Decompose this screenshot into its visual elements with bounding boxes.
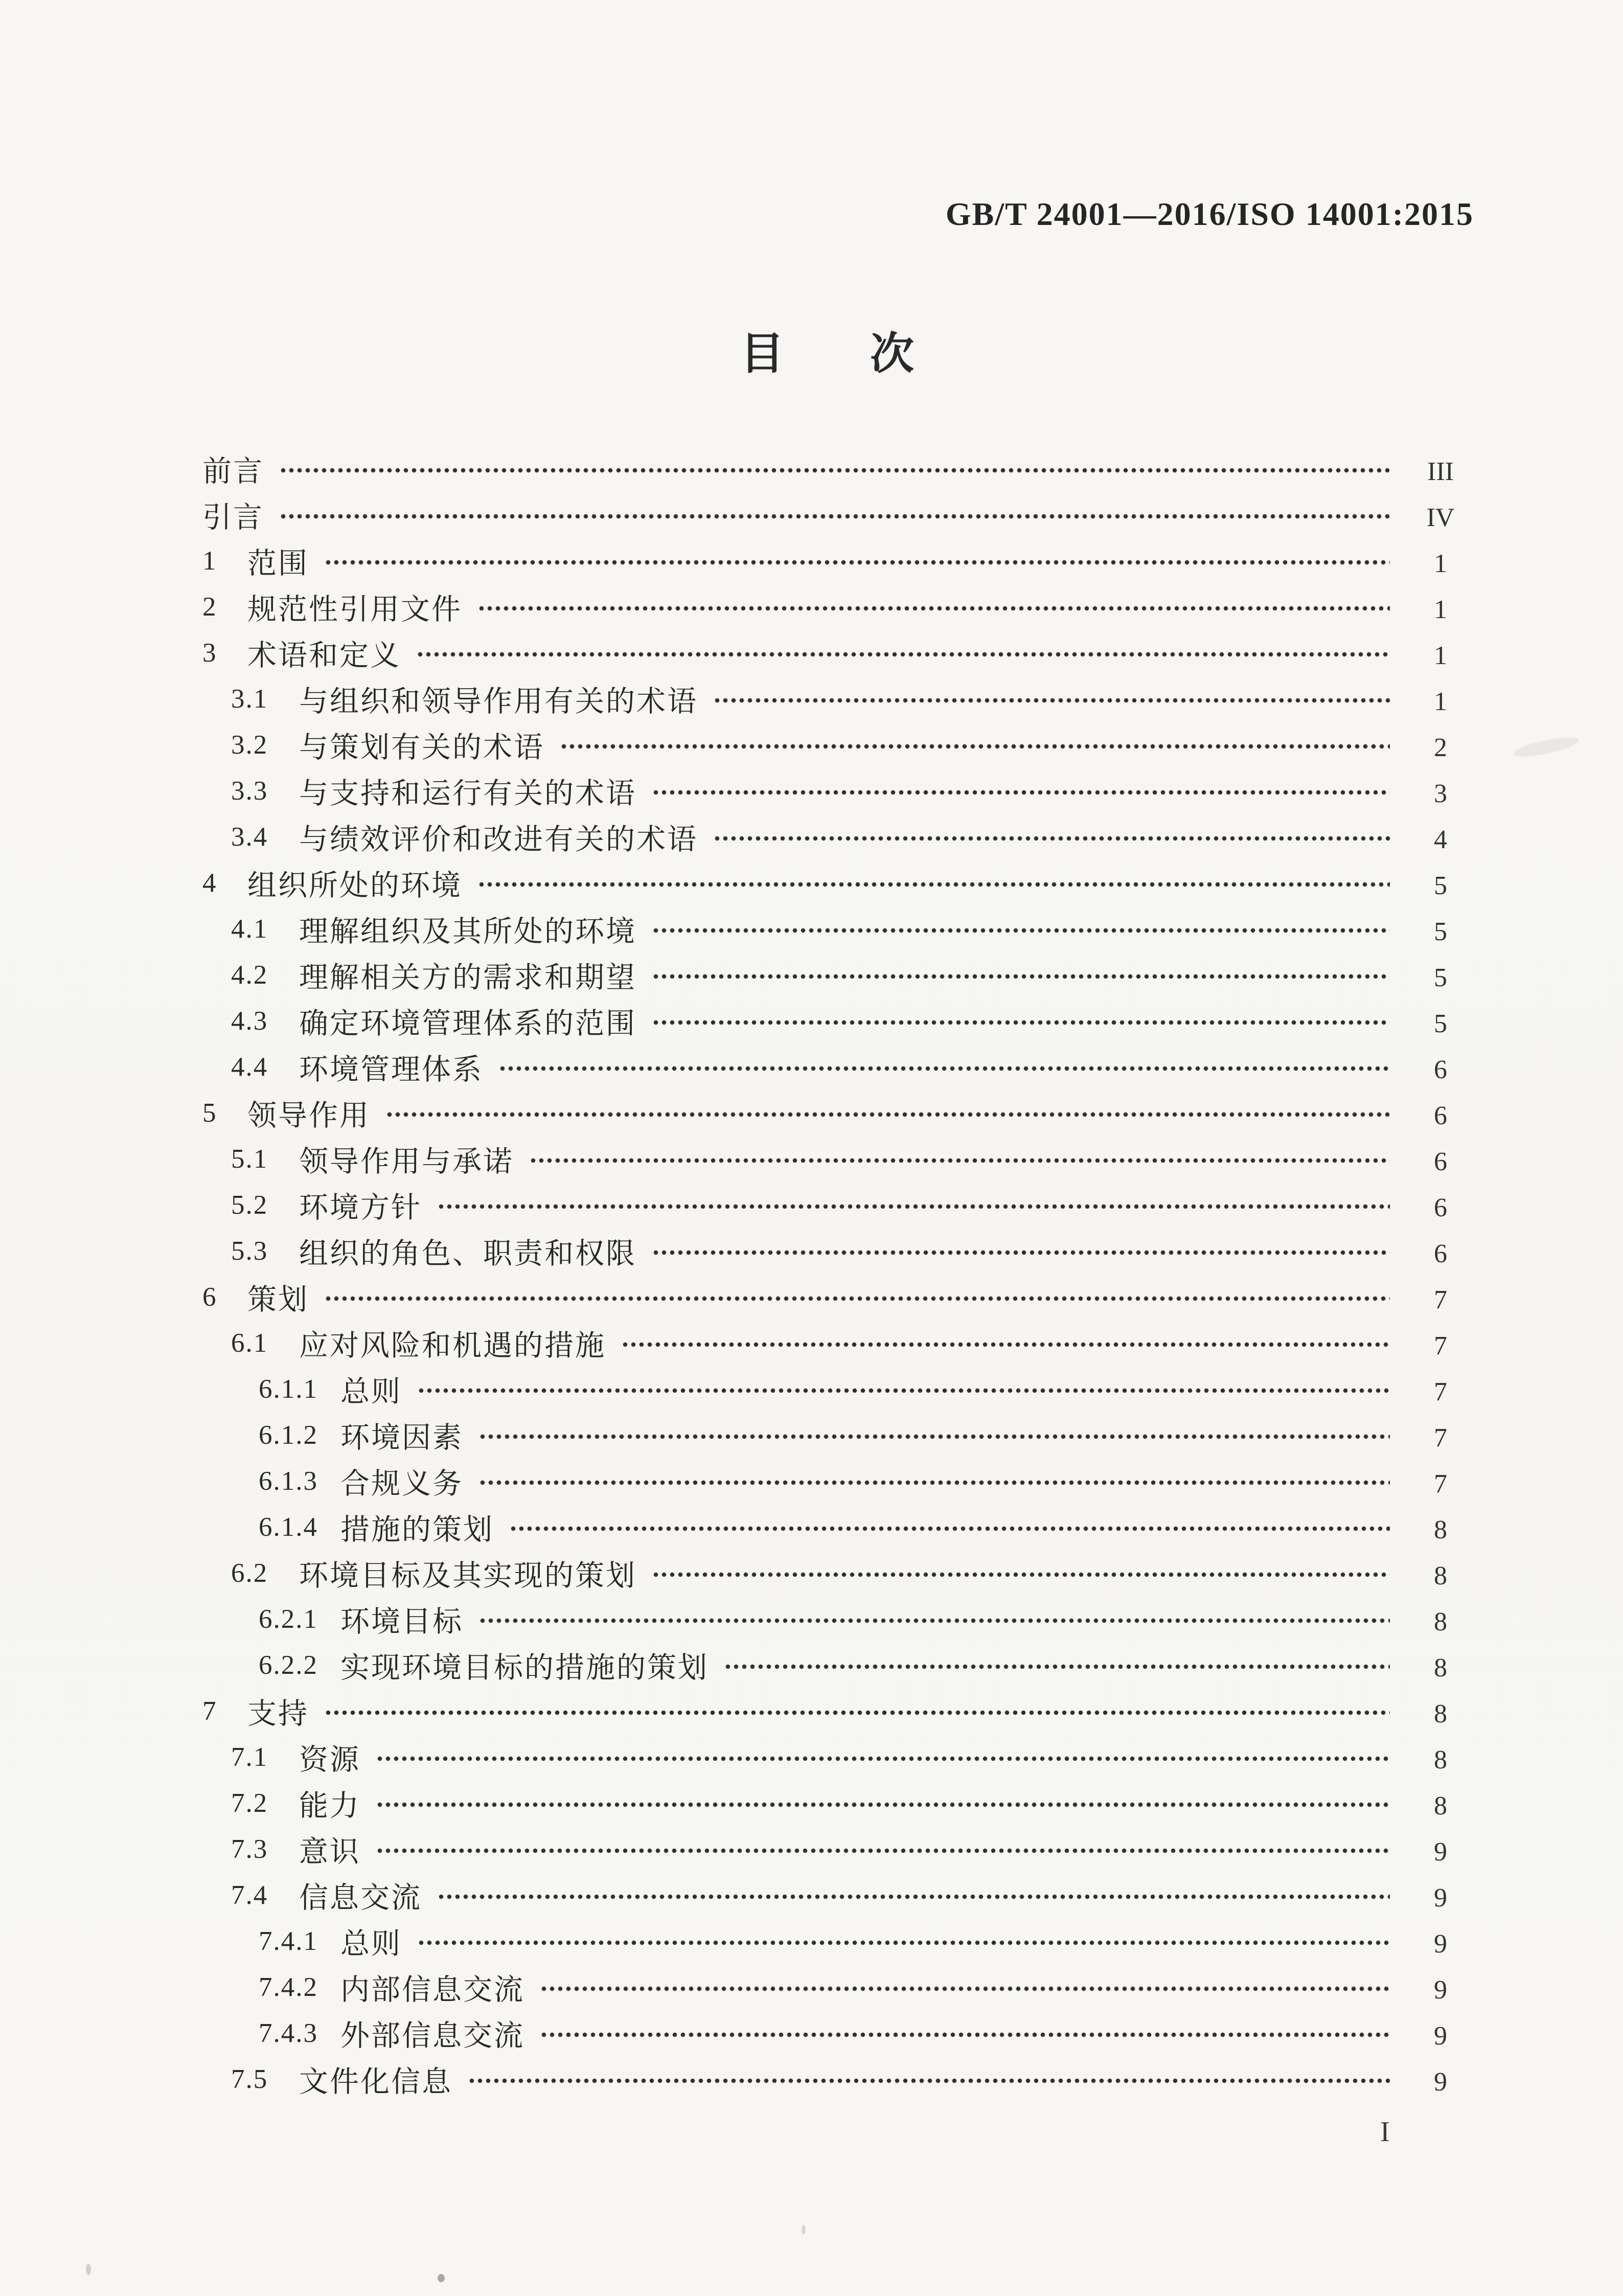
toc-entry-label: 资源 xyxy=(299,1744,360,1776)
dot-leader xyxy=(468,2056,1390,2102)
dot-leader xyxy=(478,1596,1390,1642)
dot-leader xyxy=(652,1550,1390,1596)
dot-leader xyxy=(652,768,1390,814)
toc-entry xyxy=(0,814,1623,860)
toc-entry xyxy=(0,1228,1623,1274)
dot-leader xyxy=(621,1320,1390,1366)
toc-entry-page: 7 xyxy=(1434,1377,1447,1406)
toc-entry xyxy=(0,1366,1623,1412)
toc-entry xyxy=(0,1826,1623,1872)
toc-entry-number: 1 xyxy=(202,546,217,576)
toc-entry xyxy=(0,1596,1623,1642)
toc-entry-label: 环境目标及其实现的策划 xyxy=(299,1560,636,1592)
toc-entry-page: 8 xyxy=(1434,1607,1447,1636)
toc-entry xyxy=(0,1274,1623,1320)
toc-entry-number: 4.4 xyxy=(231,1052,268,1082)
toc-entry xyxy=(0,1642,1623,1688)
toc-entry-page: 6 xyxy=(1434,1055,1447,1084)
toc-entry-page: 6 xyxy=(1434,1193,1447,1222)
toc-entry-label: 确定环境管理体系的范围 xyxy=(299,1008,636,1040)
toc-entry-label: 文件化信息 xyxy=(299,2066,452,2098)
dot-leader xyxy=(478,1458,1390,1504)
toc-entry-number: 3.3 xyxy=(231,776,268,806)
toc-entry-page: 9 xyxy=(1434,1929,1447,1959)
toc-entry xyxy=(0,676,1623,722)
toc-entry-page: 7 xyxy=(1434,1285,1447,1314)
toc-entry-number: 5.3 xyxy=(231,1236,268,1266)
toc-entry xyxy=(0,906,1623,952)
toc-entry xyxy=(0,1872,1623,1918)
toc-entry-label: 总则 xyxy=(340,1928,402,1960)
toc-entry-label: 内部信息交流 xyxy=(340,1974,524,2006)
toc-entry xyxy=(0,584,1623,630)
toc-entry-number: 6 xyxy=(202,1282,217,1312)
toc-entry xyxy=(0,1504,1623,1550)
toc-entry-label: 环境方针 xyxy=(299,1192,422,1224)
scan-speck xyxy=(438,2274,445,2282)
toc-entry xyxy=(0,1136,1623,1182)
toc-entry-label: 合规义务 xyxy=(340,1468,463,1500)
dot-leader xyxy=(652,906,1390,952)
dot-leader xyxy=(417,1366,1390,1412)
dot-leader xyxy=(652,1228,1390,1274)
toc-entry-number: 5.1 xyxy=(231,1144,268,1174)
dot-leader xyxy=(713,676,1390,722)
toc-entry-number: 6.2.2 xyxy=(259,1650,318,1680)
toc-entry-label: 措施的策划 xyxy=(340,1514,494,1546)
toc-entry-label: 能力 xyxy=(299,1790,360,1822)
toc-entry xyxy=(0,630,1623,676)
toc-entry-page: 8 xyxy=(1434,1653,1447,1683)
toc-entry-number: 7.3 xyxy=(231,1834,268,1864)
toc-entry-label: 组织的角色、职责和权限 xyxy=(299,1238,636,1270)
toc-entry-label: 与绩效评价和改进有关的术语 xyxy=(299,824,698,856)
toc-entry-number: 3.1 xyxy=(231,684,268,714)
toc-entry-page: 3 xyxy=(1434,779,1447,808)
toc-entry xyxy=(0,768,1623,814)
toc-entry-page: IV xyxy=(1426,503,1455,532)
toc-entry-page: 4 xyxy=(1434,825,1447,854)
toc-entry-number: 3 xyxy=(202,638,217,668)
toc-entry-page: 9 xyxy=(1434,1975,1447,2005)
toc-entry-page: 8 xyxy=(1434,1699,1447,1729)
toc-entry-page: 1 xyxy=(1434,595,1447,624)
dot-leader xyxy=(509,1504,1390,1550)
toc-entry-label: 范围 xyxy=(247,548,309,580)
toc-entry-page: 5 xyxy=(1434,917,1447,946)
scan-speck xyxy=(802,2225,806,2234)
toc-entry xyxy=(0,722,1623,768)
toc-entry-page: 9 xyxy=(1434,1837,1447,1867)
toc-entry-number: 7.5 xyxy=(231,2064,268,2094)
dot-leader xyxy=(417,1918,1390,1964)
toc-entry-number: 6.1.3 xyxy=(259,1466,318,1496)
dot-leader xyxy=(540,2010,1390,2056)
toc-entry-number: 7 xyxy=(202,1696,217,1726)
toc-entry-number: 6.1.2 xyxy=(259,1420,318,1450)
dot-leader xyxy=(477,584,1390,630)
toc-entry xyxy=(0,1734,1623,1780)
toc-entry xyxy=(0,492,1623,538)
toc-entry-page: 6 xyxy=(1434,1239,1447,1268)
toc-entry xyxy=(0,1044,1623,1090)
toc-entry-page: 1 xyxy=(1434,687,1447,716)
footer-page-number: I xyxy=(1380,2116,1390,2148)
toc-entry xyxy=(0,1780,1623,1826)
dot-leader xyxy=(324,1274,1390,1320)
toc-entry-page: 2 xyxy=(1434,733,1447,762)
dot-leader xyxy=(560,722,1390,768)
dot-leader xyxy=(652,952,1390,998)
toc-entry-label: 应对风险和机遇的措施 xyxy=(299,1330,606,1362)
toc-entry-number: 7.4.1 xyxy=(259,1926,318,1956)
toc-entry-page: 7 xyxy=(1434,1469,1447,1498)
toc-entry-page: 9 xyxy=(1434,2067,1447,2097)
toc-entry-page: 6 xyxy=(1434,1101,1447,1130)
toc-entry-page: 7 xyxy=(1434,1423,1447,1452)
dot-leader xyxy=(724,1642,1390,1688)
page-title: 目次 xyxy=(740,329,1000,378)
toc-entry-label: 环境因素 xyxy=(340,1422,463,1454)
toc-entry-number: 6.1 xyxy=(231,1328,268,1358)
dot-leader xyxy=(713,814,1390,860)
toc-entry-label: 外部信息交流 xyxy=(340,2020,524,2052)
toc-entry-page: 8 xyxy=(1434,1561,1447,1590)
toc-entry xyxy=(0,1458,1623,1504)
toc-entry-number: 7.2 xyxy=(231,1788,268,1818)
toc-entry-page: 1 xyxy=(1434,641,1447,670)
toc-entry-label: 理解组织及其所处的环境 xyxy=(299,916,636,948)
dot-leader xyxy=(437,1182,1390,1228)
toc-entry-number: 4 xyxy=(202,868,217,898)
toc-entry-number: 4.1 xyxy=(231,914,268,944)
dot-leader xyxy=(376,1734,1390,1780)
toc-entry xyxy=(0,1320,1623,1366)
dot-leader xyxy=(478,1412,1390,1458)
toc-entry-number: 4.3 xyxy=(231,1006,268,1036)
toc-entry-label: 与支持和运行有关的术语 xyxy=(299,778,636,810)
dot-leader xyxy=(437,1872,1390,1918)
toc-entry-label: 前言 xyxy=(202,456,264,488)
toc-entry-number: 4.2 xyxy=(231,960,268,990)
toc-entry-label: 术语和定义 xyxy=(247,640,401,672)
toc-entry-number: 2 xyxy=(202,592,217,622)
toc-entry xyxy=(0,1688,1623,1734)
toc-entry-page: III xyxy=(1427,457,1454,486)
toc-entry xyxy=(0,952,1623,998)
toc-entry xyxy=(0,1412,1623,1458)
toc-entry-label: 理解相关方的需求和期望 xyxy=(299,962,636,994)
dot-leader xyxy=(324,1688,1390,1734)
toc-entry xyxy=(0,1550,1623,1596)
toc-entry-number: 7.4 xyxy=(231,1880,268,1910)
toc-entry-page: 9 xyxy=(1434,1883,1447,1913)
toc-entry xyxy=(0,2056,1623,2102)
toc-entry xyxy=(0,538,1623,584)
dot-leader xyxy=(529,1136,1390,1182)
toc-entry-label: 与策划有关的术语 xyxy=(299,732,544,764)
toc-entry-label: 环境管理体系 xyxy=(299,1054,483,1086)
toc-entry-page: 8 xyxy=(1434,1791,1447,1821)
toc-entry xyxy=(0,2010,1623,2056)
toc-entry-label: 意识 xyxy=(299,1836,360,1868)
toc-entry-label: 支持 xyxy=(247,1698,309,1730)
toc-entry-label: 策划 xyxy=(247,1284,309,1316)
toc-entry-number: 7.1 xyxy=(231,1742,268,1772)
table-of-contents xyxy=(0,446,1623,2102)
dot-leader xyxy=(279,446,1390,492)
dot-leader xyxy=(652,998,1390,1044)
toc-entry-number: 3.4 xyxy=(231,822,268,852)
scan-speck xyxy=(86,2264,91,2275)
toc-entry-number: 6.2 xyxy=(231,1558,268,1588)
toc-entry-label: 实现环境目标的措施的策划 xyxy=(340,1652,708,1684)
toc-entry-page: 9 xyxy=(1434,2021,1447,2051)
dot-leader xyxy=(376,1780,1390,1826)
dot-leader xyxy=(279,492,1390,538)
toc-entry xyxy=(0,1182,1623,1228)
dot-leader xyxy=(416,630,1390,676)
toc-entry-page: 8 xyxy=(1434,1515,1447,1544)
dot-leader xyxy=(324,538,1390,584)
toc-entry xyxy=(0,446,1623,492)
toc-entry xyxy=(0,998,1623,1044)
toc-entry-number: 6.1.4 xyxy=(259,1512,318,1542)
toc-entry-number: 5 xyxy=(202,1098,217,1128)
toc-entry-page: 5 xyxy=(1434,871,1447,900)
toc-entry-number: 7.4.3 xyxy=(259,2018,318,2048)
toc-entry-number: 3.2 xyxy=(231,730,268,760)
toc-entry-page: 5 xyxy=(1434,1009,1447,1038)
toc-entry-number: 5.2 xyxy=(231,1190,268,1220)
dot-leader xyxy=(540,1964,1390,2010)
toc-entry-label: 领导作用与承诺 xyxy=(299,1146,514,1178)
toc-entry xyxy=(0,1090,1623,1136)
toc-entry-page: 7 xyxy=(1434,1331,1447,1360)
toc-entry xyxy=(0,1918,1623,1964)
toc-entry-page: 6 xyxy=(1434,1147,1447,1176)
dot-leader xyxy=(498,1044,1390,1090)
toc-entry-label: 引言 xyxy=(202,502,264,534)
toc-entry-label: 规范性引用文件 xyxy=(247,594,462,626)
dot-leader xyxy=(385,1090,1390,1136)
toc-entry-page: 1 xyxy=(1434,549,1447,578)
toc-entry-label: 信息交流 xyxy=(299,1882,422,1914)
toc-entry-number: 7.4.2 xyxy=(259,1972,318,2002)
toc-entry-number: 6.2.1 xyxy=(259,1604,318,1634)
toc-entry-label: 与组织和领导作用有关的术语 xyxy=(299,686,698,718)
toc-entry-label: 总则 xyxy=(340,1376,402,1408)
dot-leader xyxy=(477,860,1390,906)
toc-entry-label: 领导作用 xyxy=(247,1100,370,1132)
toc-entry-label: 组织所处的环境 xyxy=(247,870,462,902)
toc-entry-number: 6.1.1 xyxy=(259,1374,318,1404)
standard-code: GB/T 24001—2016/ISO 14001:2015 xyxy=(945,196,1474,232)
toc-entry-page: 5 xyxy=(1434,963,1447,992)
toc-entry-label: 环境目标 xyxy=(340,1606,463,1638)
dot-leader xyxy=(376,1826,1390,1872)
toc-entry xyxy=(0,1964,1623,2010)
toc-entry-page: 8 xyxy=(1434,1745,1447,1775)
toc-entry xyxy=(0,860,1623,906)
